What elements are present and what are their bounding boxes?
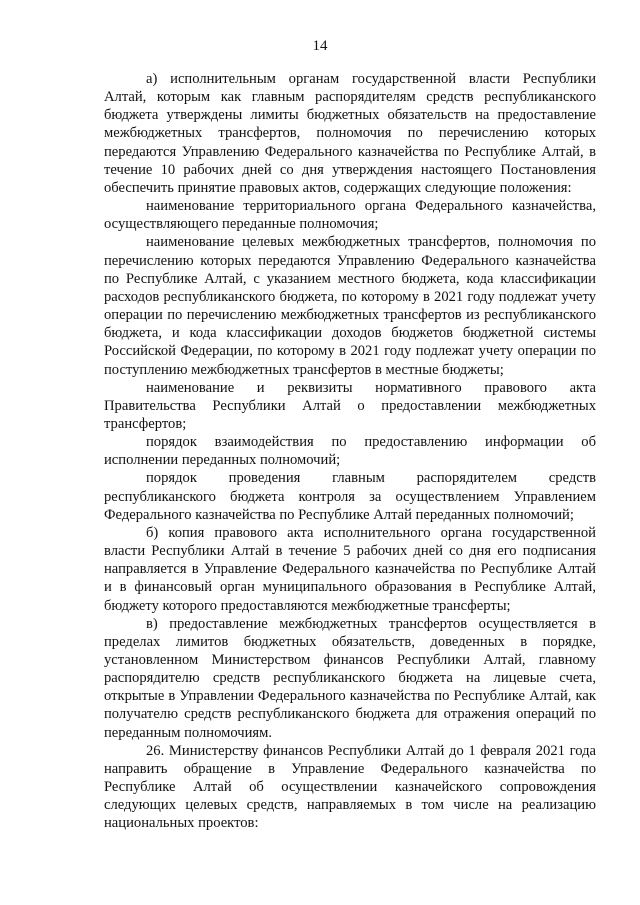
paragraph-26: 26. Министерству финансов Республики Алтай до 1 февраля 2021 года направить обращение в Управление Федерального казначейства по Республике Алтай об осуществлении казначейского сопровождения следующих целевых средств, направляемых в том числе на реализацию национальных проектов: xyxy=(104,742,596,832)
paragraph-control-procedure: порядок проведения главным распорядителем средств республиканского бюджета контроля за осуществлением Управлением Федерального казначейства по Республике Алтай переданных полномочий; xyxy=(104,470,596,523)
paragraph-territorial-body: наименование территориального органа Федерального казначейства, осуществляющего переданные полномочия; xyxy=(104,198,596,233)
paragraph-normative-act: наименование и реквизиты нормативного правового акта Правительства Республики Алтай о предоставлении межбюджетных трансфертов; xyxy=(104,379,596,432)
paragraph-b: б) копия правового акта исполнительного органа государственной власти Республики Алтай в течение 5 рабочих дней со дня его подписания направляется в Управление Федерального казначейства по Республике Алтай и в финансовый орган муниципального образования в Республике Алтай, бюджету которого предоставляются межбюджетные трансферты; xyxy=(104,524,596,614)
paragraph-interaction-procedure: порядок взаимодействия по предоставлению информации об исполнении переданных полномочий; xyxy=(104,434,596,469)
paragraph-a: а) исполнительным органам государственной власти Республики Алтай, которым как главным распорядителям средств республиканского бюджета утверждены лимиты бюджетных обязательств на предоставление межбюджетных трансфертов, полномочия по перечислению которых передаются Управлению Федерального казначейства по Республике Алтай, в течение 10 рабочих дней со дня утверждения настоящего Постановления обеспечить принятие правовых актов, содержащих следующие положения: xyxy=(104,71,596,196)
page-number: 14 xyxy=(312,38,328,54)
paragraph-v: в) предоставление межбюджетных трансфертов осуществляется в пределах лимитов бюджетных обязательств, доведенных в порядке, установленном Министерством финансов Республики Алтай, главному распорядителю средств республиканского бюджета на лицевые счета, открытые в Управлении Федерального казначейства по Республике Алтай, как получателю средств республиканского бюджета для отражения операций по переданным полномочиям. xyxy=(104,615,596,741)
document-body xyxy=(104,70,596,833)
paragraph-target-transfers: наименование целевых межбюджетных трансфертов, полномочия по перечислению которых передаются Управлению Федерального казначейства по Республике Алтай, с указанием местного бюджета, кода классификации расходов республиканского бюджета, по которому в 2021 году подлежат учету операции по перечислению межбюджетных трансфертов из республиканского бюджета, и кода классификации доходов бюджетов бюджетной системы Российской Федерации, по которому в 2021 году подлежат учету операции по поступлению межбюджетных трансфертов в местные бюджеты; xyxy=(104,234,596,378)
